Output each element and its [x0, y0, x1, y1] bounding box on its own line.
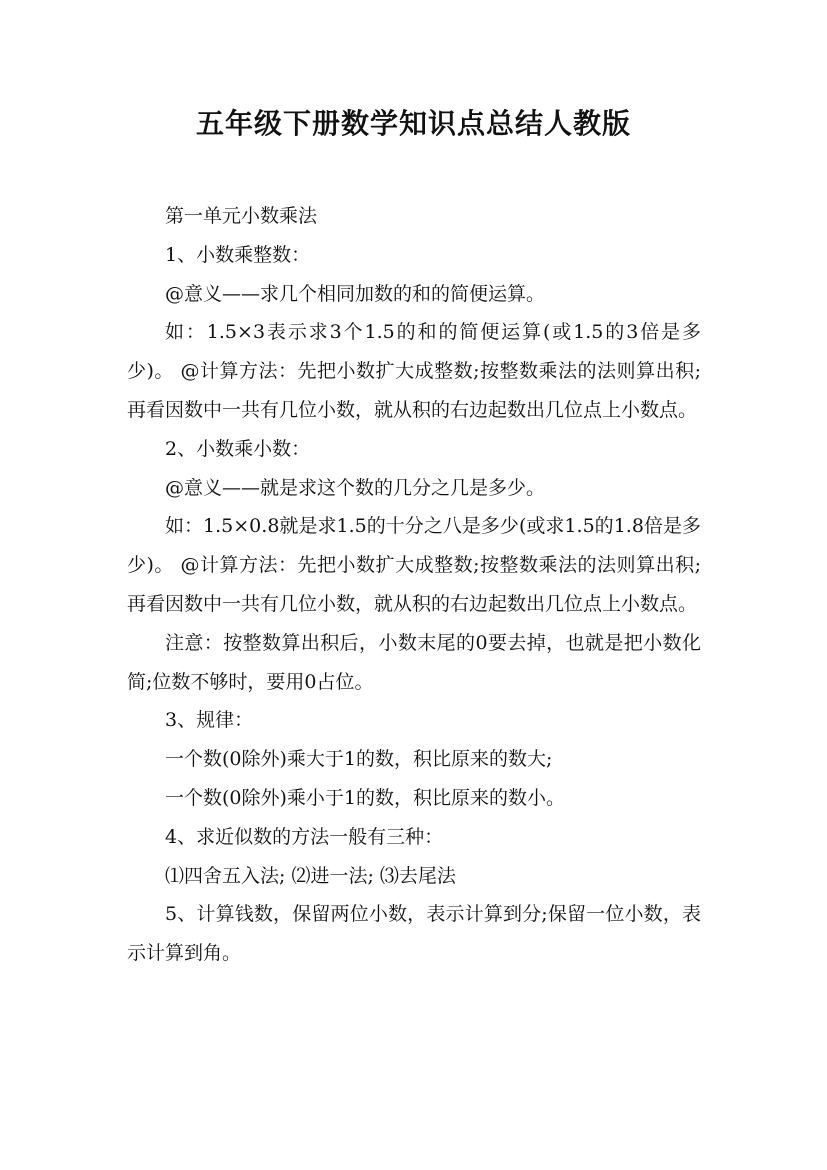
- paragraph-example-1: 如：1.5×3表示求3个1.5的和的简便运算(或1.5的3倍是多少)。 @计算方法：先把小数扩大成整数;按整数乘法的法则算出积;再看因数中一共有几位小数，就从积的右边起数出几位点上小数点。: [127, 321, 701, 421]
- section-heading-2: 2、小数乘小数：: [165, 437, 311, 460]
- unit-heading: 第一单元小数乘法: [165, 205, 318, 227]
- paragraph-note: 注意：按整数算出积后，小数末尾的0要去掉，也就是把小数化简;位数不够时，要用0占位。: [127, 631, 701, 693]
- section-heading-4: 4、求近似数的方法一般有三种：: [165, 825, 444, 848]
- document-title: 五年级下册数学知识点总结人教版: [195, 107, 631, 140]
- paragraph-rule-1: 一个数(0除外)乘大于1的数，积比原来的数大;: [165, 748, 553, 771]
- paragraph-meaning-2: @意义——就是求这个数的几分之几是多少。: [165, 476, 546, 499]
- paragraph-rule-2: 一个数(0除外)乘小于1的数，积比原来的数小。: [165, 786, 566, 809]
- paragraph-meaning-1: @意义——求几个相同加数的和的简便运算。: [165, 282, 546, 305]
- section-heading-1: 1、小数乘整数：: [165, 243, 311, 266]
- paragraph-methods: ⑴四舍五入法; ⑵进一法; ⑶去尾法: [165, 864, 456, 887]
- paragraph-example-2: 如：1.5×0.8就是求1.5的十分之八是多少(或求1.5的1.8倍是多少)。 @计算方法：先把小数扩大成整数;按整数乘法的法则算出积;再看因数中一共有几位小数，就从积的右边起数出几位点上小数点。: [127, 515, 701, 615]
- section-heading-3: 3、规律：: [165, 709, 254, 732]
- paragraph-money: 5、计算钱数，保留两位小数，表示计算到分;保留一位小数，表示计算到角。: [127, 903, 701, 965]
- document-body: [127, 197, 701, 973]
